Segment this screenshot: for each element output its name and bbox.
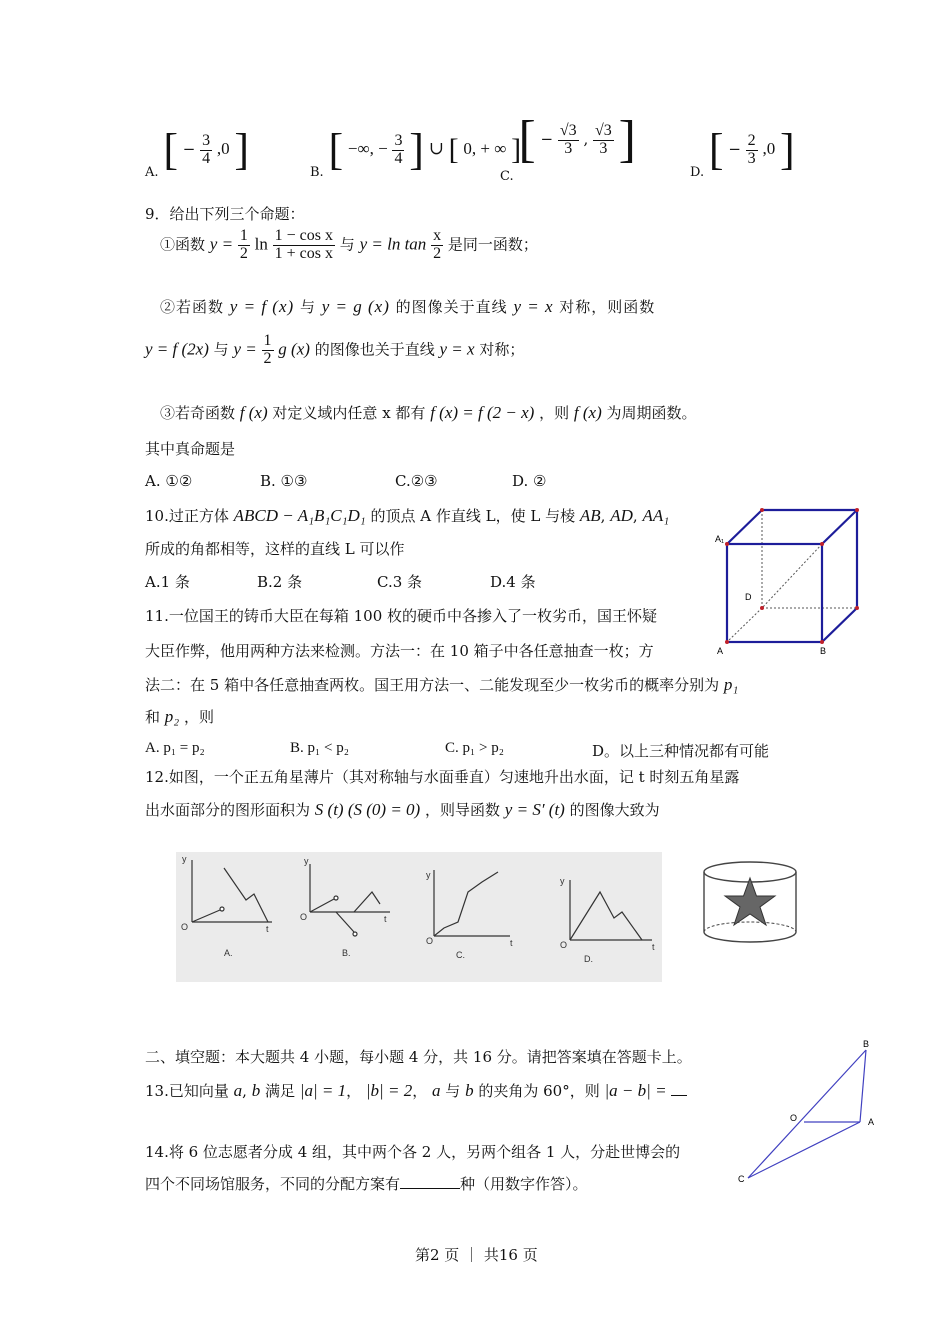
q10-line2: 所成的角都相等，这样的直线 L 可以作 (145, 540, 405, 558)
svg-text:C.: C. (456, 950, 465, 960)
q9-option-a: A. ①② (145, 472, 193, 490)
svg-text:y: y (182, 854, 187, 864)
svg-text:y: y (304, 856, 309, 866)
svg-text:y: y (560, 876, 565, 886)
q11-line1: 11.一位国王的铸币大臣在每箱 100 枚的硬币中各掺入了一枚劣币，国王怀疑 (145, 607, 658, 625)
q9-option-c: C.②③ (395, 472, 438, 490)
q10-option-d: D.4 条 (490, 573, 536, 591)
svg-text:y: y (426, 870, 431, 880)
q9-proposition-1: ①函数 y = $\frac{1}{2}$ ln $\frac{\text{1 − cos x}}{\text{1 + cos x}}$ 与 y = ln tan $\frac{x}{2}$ 是同一函数； (160, 227, 538, 262)
triangle-figure (732, 1036, 882, 1186)
line-ca (748, 1122, 860, 1178)
hidden-diagonal (762, 544, 822, 608)
q11-line4: 和 p₂ ，则 (145, 707, 215, 726)
cylinder-bottom-front (704, 932, 796, 942)
star-cylinder-figure (700, 858, 800, 954)
svg-text:O: O (181, 922, 189, 932)
q12-graphs (176, 852, 662, 982)
svg-text:t: t (266, 924, 269, 934)
q10-option-c: C.3 条 (377, 573, 423, 591)
q12-line1: 12.如图，一个正五角星薄片（其对称轴与水面垂直）匀速地升出水面，记 t 时刻五角星露 (145, 768, 740, 786)
svg-text:O: O (426, 936, 434, 946)
star-icon (725, 878, 775, 925)
hidden-edge (727, 608, 762, 642)
svg-text:A.: A. (224, 948, 233, 958)
label-b: B (820, 646, 827, 656)
label-a: A (868, 1117, 875, 1127)
svg-text:t: t (384, 914, 387, 924)
q9-option-d: D. ② (512, 472, 547, 490)
svg-text:O: O (300, 912, 308, 922)
svg-text:D.: D. (584, 954, 593, 964)
q11-option-c: C. p₁ > p₂ (445, 740, 504, 756)
q8-option-b: B. [ −∞, − $\frac{3}{4}$ ] ∪ [ 0, + ∞ ] (310, 125, 522, 180)
q8-option-c: C. [ − $\frac{√3}{3}$ , $\frac{√3}{3}$ ] (500, 111, 636, 184)
label-c: C (738, 1174, 745, 1184)
q11-option-b: B. p₁ < p₂ (290, 740, 349, 756)
page-footer: 第2 页 ｜ 共16 页 (415, 1246, 538, 1264)
cube-figure (712, 500, 872, 660)
q11-option-a: A. p₁ = p₂ (145, 740, 205, 756)
q11-option-d: D。以上三种情况都有可能 (592, 742, 770, 760)
label-d: D (745, 592, 752, 602)
svg-text:t: t (652, 942, 655, 952)
q12-line2: 出水面部分的图形面积为 S (t) (S (0) = 0) ，则导函数 y = S′ (t) 的图像大致为 (145, 800, 660, 819)
top-left-edge (727, 510, 762, 544)
q9-proposition-2-line2: y = f (2x) 与 y = $\frac{1}{2}$ g (x) 的图像也关于直线 y = x 对称； (145, 332, 525, 367)
answer-blank (400, 1174, 460, 1189)
q9-proposition-3: ③若奇函数 f (x) 对定义域内任意 x 都有 f (x) = f (2 − x) ，则 f (x) 为周期函数。 (160, 403, 697, 422)
q9-option-b: B. ①③ (260, 472, 308, 490)
label-a: A (717, 646, 724, 656)
q10-option-a: A.1 条 (145, 573, 190, 591)
q9-stem: 9．给出下列三个命题： (145, 205, 305, 223)
q9-proposition-2-line1: ②若函数 y = f (x) 与 y = g (x) 的图像关于直线 y = x 对称，则函数 (160, 297, 656, 316)
q14-line2: 四个不同场馆服务，不同的分配方案有 种（用数字作答）。 (145, 1175, 588, 1193)
svg-text:t: t (510, 938, 513, 948)
section2-title: 二、填空题：本大题共 4 小题，每小题 4 分，共 16 分。请把答案填在答题卡上。 (145, 1048, 692, 1066)
svg-text:B.: B. (342, 948, 351, 958)
q10-line1: 10.过正方体 ABCD − A₁B₁C₁D₁ 的顶点 A 作直线 L，使 L 与棱 AB, AD, AA₁ (145, 506, 670, 525)
top-right-edge (822, 510, 857, 544)
cylinder-bottom-back (704, 922, 796, 932)
line-bc (748, 1050, 866, 1178)
label-a1: A₁ (715, 534, 725, 544)
q11-line3: 法二：在 5 箱中各任意抽查两枚。国王用方法一、二能发现至少一枚劣币的概率分别为 p₁ (145, 675, 739, 694)
q10-option-b: B.2 条 (257, 573, 303, 591)
bottom-right-edge (822, 608, 857, 642)
q9-ask: 其中真命题是 (145, 440, 236, 458)
line-ba (860, 1050, 866, 1122)
label-o: O (790, 1113, 798, 1123)
label-b: B (863, 1039, 870, 1049)
q8-option-d: D. [ − $\frac{2}{3}$ ,0 ] (690, 125, 795, 180)
q8-option-a: A. [ − $\frac{3}{4}$ ,0 ] (145, 125, 250, 180)
q14-line1: 14.将 6 位志愿者分成 4 组，其中两个各 2 人，另两个组各 1 人，分赴世博会的 (145, 1143, 681, 1161)
svg-text:O: O (560, 940, 568, 950)
q11-line2: 大臣作弊，他用两种方法来检测。方法一：在 10 箱子中各任意抽查一枚；方 (145, 642, 654, 660)
q13: 13.已知向量 a, b 满足 |a| = 1， |b| = 2， a 与 b 的夹角为 60°，则 |a − b| = (145, 1080, 687, 1101)
